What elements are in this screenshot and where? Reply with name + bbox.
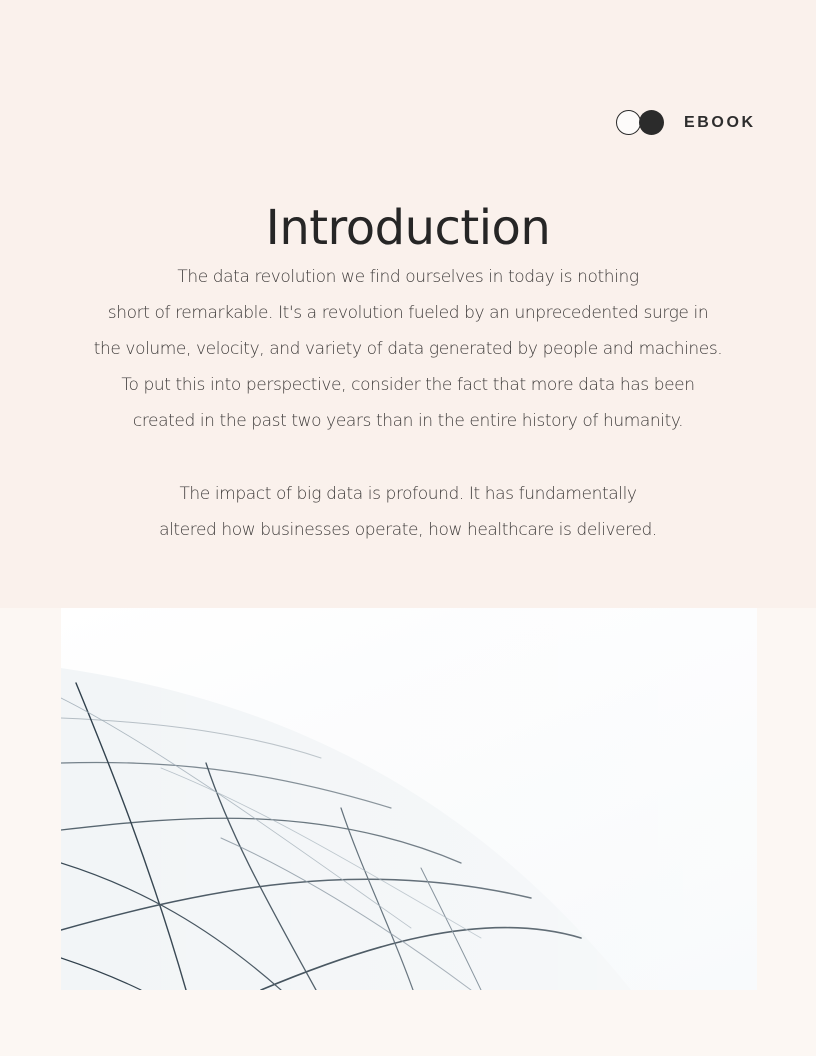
glass-grid-graphic xyxy=(61,608,757,990)
filled-circle-icon xyxy=(639,110,664,135)
badge-label: EBOOK xyxy=(684,113,756,131)
paragraph-line: created in the past two years than in the entire history of humanity. xyxy=(132,411,684,431)
ebook-badge xyxy=(616,110,756,135)
paragraph-line: The impact of big data is profound. It has fundamentally xyxy=(179,484,637,504)
building-photo xyxy=(61,608,757,990)
paragraph-line: altered how businesses operate, how healthcare is delivered. xyxy=(159,520,657,540)
intro-paragraph-1 xyxy=(0,259,816,439)
paragraph-line: the volume, velocity, and variety of data generated by people and machines. xyxy=(93,339,723,359)
page-title: Introduction xyxy=(265,200,551,257)
outline-circle-icon xyxy=(616,110,641,135)
paragraph-line: The data revolution we find ourselves in today is nothing xyxy=(177,267,639,287)
intro-paragraph-2 xyxy=(0,476,816,548)
paragraph-line: To put this into perspective, consider the fact that more data has been xyxy=(121,375,695,395)
paragraph-line: short of remarkable. It's a revolution fueled by an unprecedented surge in xyxy=(107,303,709,323)
